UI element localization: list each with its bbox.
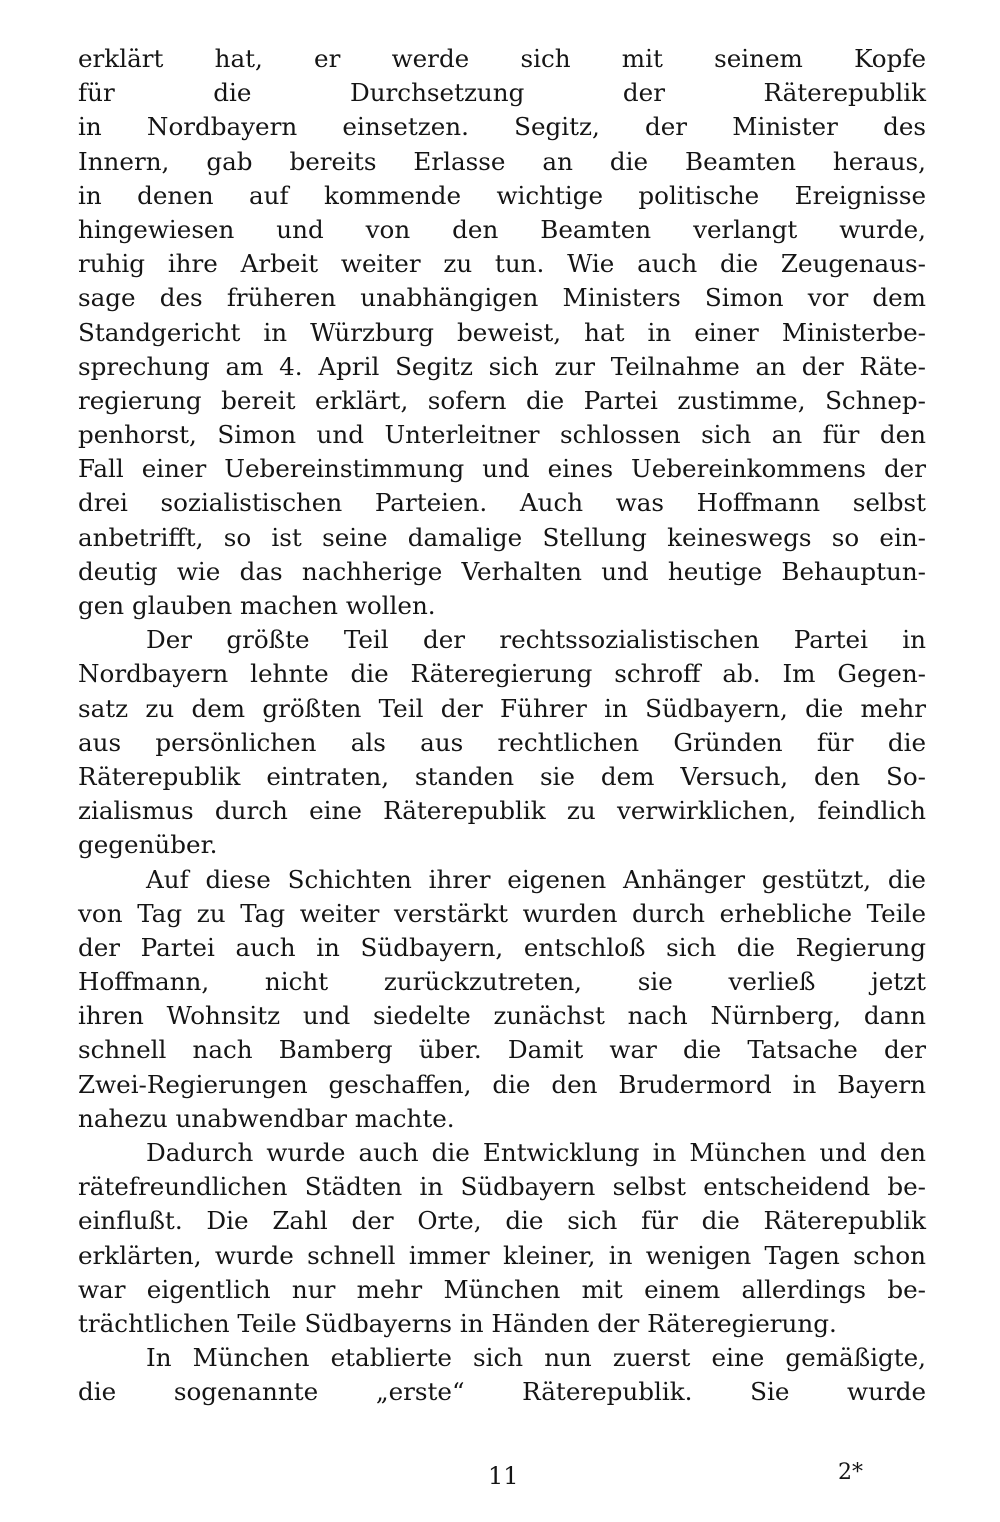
paragraph-1 (78, 42, 926, 623)
text-line: satz zu dem größten Teil der Führer in Südbayern, die mehr (78, 693, 926, 723)
text-line: in Nordbayern einsetzen. Segitz, der Minister des (78, 112, 926, 142)
text-line: Standgericht in Würzburg beweist, hat in einer Ministerbe- (78, 317, 926, 347)
text-line: sprechung am 4. April Segitz sich zur Teilnahme an der Räte- (78, 351, 926, 381)
text-line: die sogenannte „erste“ Räterepublik. Sie wurde (78, 1377, 926, 1407)
text-line: regierung bereit erklärt, sofern die Partei zustimme, Schnep- (78, 385, 926, 415)
text-line: für die Durchsetzung der Räterepublik (78, 78, 926, 108)
text-line: Zwei-Regierungen geschaffen, die den Brudermord in Bayern (78, 1069, 926, 1099)
text-line: sage des früheren unabhängigen Ministers Simon vor dem (78, 283, 926, 313)
text-line: zialismus durch eine Räterepublik zu verwirklichen, feindlich (78, 796, 926, 826)
paragraph-3 (78, 863, 926, 1137)
text-line: Innern, gab bereits Erlasse an die Beamten heraus, (78, 146, 926, 176)
signature-mark: 2* (838, 1460, 863, 1485)
text-line: ihren Wohnsitz und siedelte zunächst nach Nürnberg, dann (78, 1001, 926, 1031)
text-line: Fall einer Uebereinstimmung und eines Uebereinkommens der (78, 454, 926, 484)
text-line: Räterepublik eintraten, standen sie dem Versuch, den So- (78, 761, 926, 791)
text-line: Auf diese Schichten ihrer eigenen Anhänger gestützt, die (146, 864, 926, 894)
text-line: der Partei auch in Südbayern, entschloß sich die Regierung (78, 932, 926, 962)
text-line: trächtlichen Teile Südbayerns in Händen der Räteregierung. (78, 1308, 837, 1338)
text-line: rätefreundlichen Städten in Südbayern selbst entscheidend be- (78, 1172, 926, 1202)
text-line: ruhig ihre Arbeit weiter zu tun. Wie auch die Zeugenaus- (78, 249, 926, 279)
text-line: war eigentlich nur mehr München mit einem allerdings be- (78, 1274, 926, 1304)
page-footer (0, 1462, 1000, 1502)
text-line: von Tag zu Tag weiter verstärkt wurden durch erhebliche Teile (78, 898, 926, 928)
text-line: hingewiesen und von den Beamten verlangt wurde, (78, 214, 926, 244)
text-line: nahezu unabwendbar machte. (78, 1103, 455, 1133)
text-line: Nordbayern lehnte die Räteregierung schroff ab. Im Gegen- (78, 659, 926, 689)
document-page (78, 42, 926, 1410)
text-line: deutig wie das nachherige Verhalten und heutige Behauptun- (78, 556, 926, 586)
text-line: einflußt. Die Zahl der Orte, die sich für die Räterepublik (78, 1206, 926, 1236)
text-line: gegenüber. (78, 830, 218, 860)
paragraph-2 (78, 623, 926, 862)
text-line: aus persönlichen als aus rechtlichen Gründen für die (78, 727, 926, 757)
text-line: in denen auf kommende wichtige politische Ereignisse (78, 180, 926, 210)
text-line: erklärten, wurde schnell immer kleiner, in wenigen Tagen schon (78, 1240, 926, 1270)
text-line: Dadurch wurde auch die Entwicklung in München und den (146, 1138, 926, 1167)
text-line: Hoffmann, nicht zurückzutreten, sie verließ jetzt (78, 967, 926, 997)
text-line: anbetrifft, so ist seine damalige Stellung keineswegs so ein- (78, 522, 926, 552)
paragraph-4 (78, 1136, 926, 1341)
text-line: schnell nach Bamberg über. Damit war die Tatsache der (78, 1035, 926, 1065)
text-line: gen glauben machen wollen. (78, 591, 436, 620)
page-number: 11 (488, 1462, 519, 1490)
text-line: erklärt hat, er werde sich mit seinem Kopfe (78, 44, 926, 73)
text-line: In München etablierte sich nun zuerst eine gemäßigte, (146, 1343, 926, 1373)
text-line: penhorst, Simon und Unterleitner schlossen sich an für den (78, 420, 926, 450)
paragraph-5 (78, 1341, 926, 1409)
text-line: Der größte Teil der rechtssozialistischen Partei in (146, 625, 926, 655)
text-line: drei sozialistischen Parteien. Auch was Hoffmann selbst (78, 488, 926, 518)
